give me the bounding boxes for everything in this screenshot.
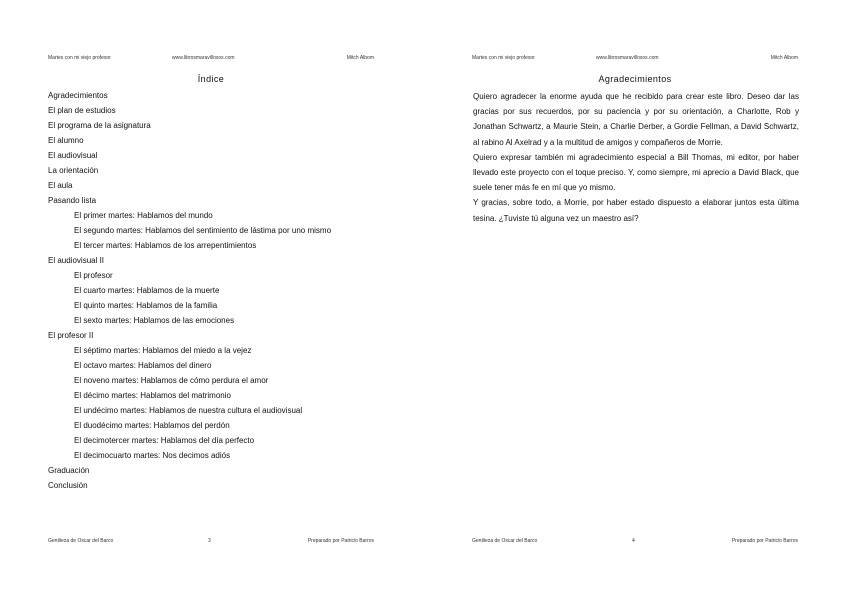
toc-entry: El primer martes: Hablamos del mundo [74, 211, 213, 220]
toc-entry: El octavo martes: Hablamos del dinero [74, 361, 212, 370]
toc-entry: El profesor II [48, 331, 94, 340]
toc-entry: El cuarto martes: Hablamos de la muerte [74, 286, 220, 295]
toc-entry: El profesor [74, 271, 113, 280]
header-book-title: Martes con mi viejo profesor [48, 55, 111, 61]
toc-entry: El programa de la asignatura [48, 121, 151, 130]
toc-entry: La orientación [48, 166, 99, 175]
footer-courtesy: Gentileza de Oscar del Barco [472, 538, 538, 544]
header-author: Mitch Albom [346, 55, 374, 61]
toc-entry: El aula [48, 181, 73, 190]
toc-entry: Pasando lista [48, 196, 97, 205]
toc-entry: Graduación [48, 466, 90, 475]
acknowledgement-paragraph: Quiero agradecer la enorme ayuda que he recibido para crear este libro. Deseo dar las gracias por sus recuerdos, por su paciencia y por su orientación, a Charlotte, Rob y Jonathan Schwartz, a Maurie Stein, a Charlie Derber, a Gordie Fellman, a David Schwartz, al rabino Al Axelrad y a la multitud de amigos y compañeros de Morrie. [473, 92, 799, 147]
acknowledgements-title: Agradecimientos [598, 74, 672, 84]
toc-entry: El audiovisual II [48, 256, 105, 265]
toc-entry: El séptimo martes: Hablamos del miedo a la vejez [74, 346, 252, 355]
index-title: Índice [197, 74, 225, 84]
acknowledgements-text [473, 89, 799, 226]
header-author: Mitch Albom [770, 55, 798, 61]
toc-entry: El quinto martes: Hablamos de la familia [74, 301, 218, 310]
toc-entry: El decimotercer martes: Hablamos del día perfecto [74, 436, 255, 445]
page-header [472, 55, 798, 63]
toc-entry: El duodécimo martes: Hablamos del perdón [74, 421, 230, 430]
header-website: www.librosmaravillosos.com [596, 55, 659, 61]
toc-entry: El audiovisual [48, 151, 98, 160]
toc-entry: El segundo martes: Hablamos del sentimiento de lástima por uno mismo [74, 226, 332, 235]
toc-entry: El tercer martes: Hablamos de los arrepentimientos [74, 241, 257, 250]
toc-entry: Agradecimientos [48, 91, 108, 100]
toc-entry: El undécimo martes: Hablamos de nuestra cultura el audiovisual [74, 406, 303, 415]
page-footer [472, 538, 798, 546]
toc-entry: El sexto martes: Hablamos de las emociones [74, 316, 235, 325]
footer-courtesy: Gentileza de Oscar del Barco [48, 538, 114, 544]
header-website: www.librosmaravillosos.com [172, 55, 235, 61]
toc-entry: El alumno [48, 136, 84, 145]
toc-entry: El décimo martes: Hablamos del matrimonio [74, 391, 231, 400]
toc-entry: El decimocuarto martes: Nos decimos adiós [74, 451, 231, 460]
footer-page-number: 3 [208, 538, 211, 544]
footer-prepared-by: Preparado por Patricio Barros [307, 538, 374, 544]
page-header [48, 55, 374, 63]
acknowledgement-paragraph: Quiero expresar también mi agradecimiento especial a Bill Thomas, mi editor, por haber llevado este proyecto con el toque preciso. Y, como siempre, mi aprecio a David Black, que suele tener más fe en mí que yo mismo. [473, 152, 799, 193]
footer-page-number: 4 [632, 538, 635, 544]
acknowledgement-paragraph: Y gracias, sobre todo, a Morrie, por haber estado dispuesto a elaborar juntos esta última tesina. ¿Tuviste tú alguna vez un maestro así? [473, 198, 799, 223]
toc-entry: El noveno martes: Hablamos de cómo perdura el amor [74, 376, 269, 385]
header-book-title: Martes con mi viejo profesor [472, 55, 535, 61]
toc-entry: El plan de estudios [48, 106, 116, 115]
footer-prepared-by: Preparado por Patricio Barros [731, 538, 798, 544]
page-footer [48, 538, 374, 546]
table-of-contents [48, 88, 374, 493]
toc-entry: Conclusión [48, 481, 88, 490]
